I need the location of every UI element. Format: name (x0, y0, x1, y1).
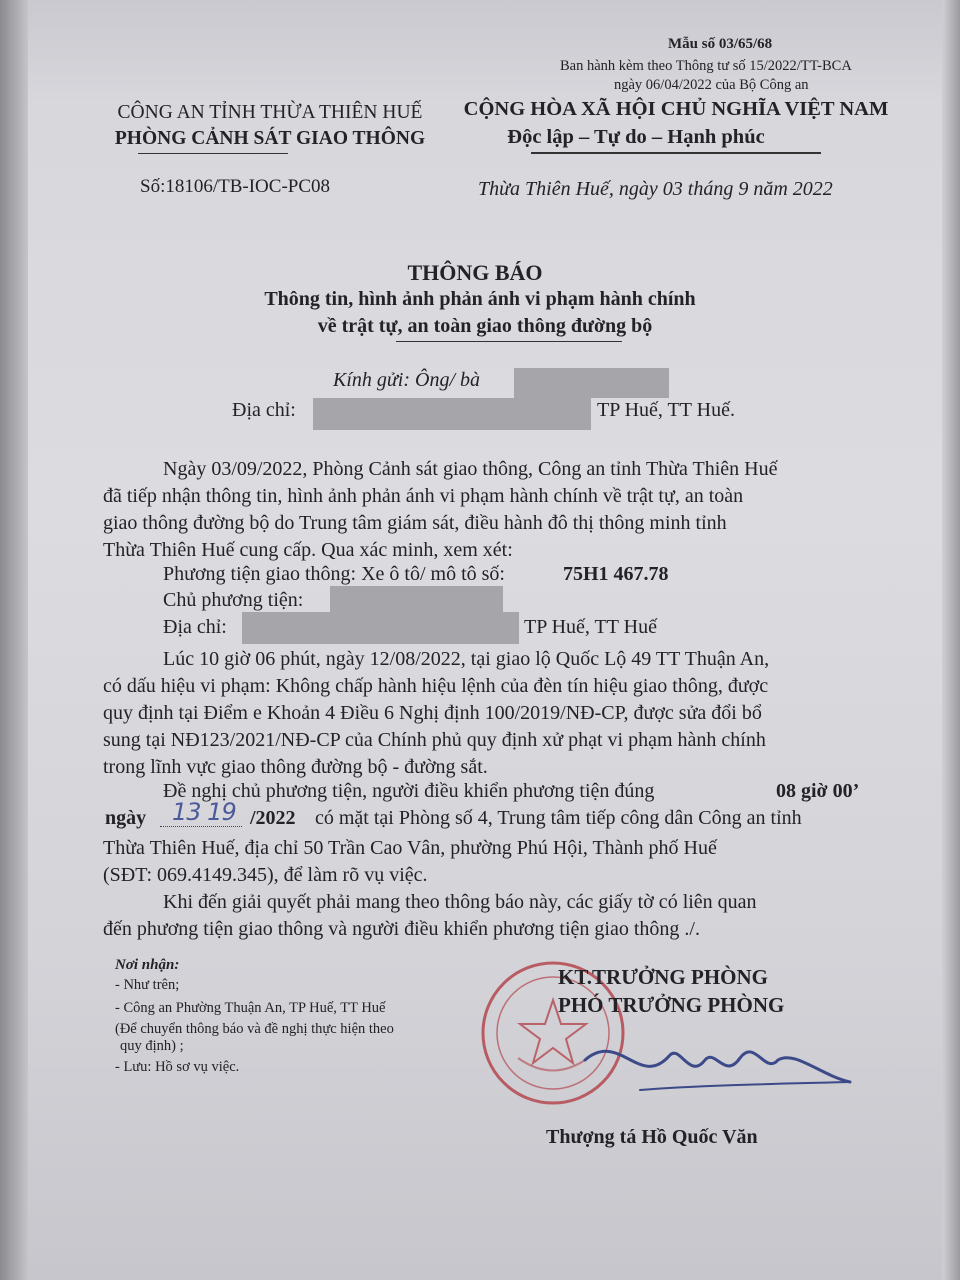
notice-subtitle-1: Thông tin, hình ảnh phản ánh vi phạm hành chính (264, 288, 696, 310)
handwritten-signature-icon (580, 1020, 860, 1100)
appointment-time: 08 giờ 00’ (776, 780, 860, 802)
owner-label: Chủ phương tiện: (163, 589, 304, 611)
redacted-recipient-name (514, 368, 669, 398)
paragraph-3-line-3: Thừa Thiên Huế, địa chỉ 50 Trần Cao Vân, phường Phú Hội, Thành phố Huế (103, 837, 717, 859)
paragraph-2-line-4: sung tại NĐ123/2021/NĐ-CP của Chính phủ quy định xử phạt vi phạm hành chính (103, 729, 766, 751)
paragraph-1-line-4: Thừa Thiên Huế cung cấp. Qua xác minh, xem xét: (103, 539, 513, 561)
form-issued-line2: ngày 06/04/2022 của Bộ Công an (614, 77, 809, 93)
redacted-owner-address (242, 612, 519, 644)
recipient-greeting: Kính gửi: Ông/ bà (333, 369, 481, 391)
notice-subtitle-2: về trật tự, an toàn giao thông đường bộ (317, 315, 653, 337)
motto-underline (531, 152, 821, 154)
recipients-heading: Nơi nhận: (115, 957, 180, 973)
owner-address-city: TP Huế, TT Huế (524, 616, 657, 638)
license-plate: 75H1 467.78 (563, 563, 669, 585)
recipients-item-5: - Lưu: Hồ sơ vụ việc. (115, 1059, 240, 1075)
paragraph-3-line-4: (SĐT: 069.4149.345), để làm rõ vụ việc. (103, 864, 428, 886)
place-and-date: Thừa Thiên Huế, ngày 03 tháng 9 năm 2022 (478, 178, 833, 200)
department-name: PHÒNG CẢNH SÁT GIAO THÔNG (114, 128, 426, 149)
recipients-item-4: quy định) ; (120, 1038, 184, 1054)
paragraph-1-line-2: đã tiếp nhận thông tin, hình ảnh phản ánh vi phạm hành chính về trật tự, an toàn (103, 485, 744, 507)
appointment-place: có mặt tại Phòng số 4, Trung tâm tiếp công dân Công an tỉnh (315, 807, 802, 829)
date-dotted-line (160, 826, 242, 828)
paragraph-2-line-1: Lúc 10 giờ 06 phút, ngày 12/08/2022, tại giao lộ Quốc Lộ 49 TT Thuận An, (163, 648, 770, 670)
handwritten-date: 13 19 (172, 798, 236, 826)
owner-address-label: Địa chỉ: (163, 616, 227, 638)
form-number: Mẫu số 03/65/68 (668, 36, 773, 52)
signature-role-2: PHÓ TRƯỞNG PHÒNG (558, 993, 785, 1017)
notice-title: THÔNG BÁO (407, 260, 543, 285)
paragraph-4-line-2: đến phương tiện giao thông và người điều khiển phương tiện giao thông ./. (103, 918, 700, 940)
appointment-year: /2022 (250, 807, 296, 829)
department-underline (138, 153, 288, 154)
signer-name: Thượng tá Hồ Quốc Văn (546, 1126, 758, 1148)
paragraph-2-line-5: trong lĩnh vực giao thông đường bộ - đường sắt. (103, 756, 488, 778)
paragraph-4-line-1: Khi đến giải quyết phải mang theo thông báo này, các giấy tờ có liên quan (163, 891, 757, 913)
paragraph-1-line-1: Ngày 03/09/2022, Phòng Cảnh sát giao thông, Công an tỉnh Thừa Thiên Huế (163, 458, 778, 480)
vehicle-label: Phương tiện giao thông: Xe ô tô/ mô tô số: (163, 563, 505, 585)
subtitle-underline (396, 341, 622, 342)
redacted-owner-name (330, 586, 503, 614)
signature-role-1: KT.TRƯỞNG PHÒNG (558, 965, 768, 989)
recipient-address-label: Địa chỉ: (232, 399, 296, 421)
agency-name: CÔNG AN TỈNH THỪA THIÊN HUẾ (117, 102, 423, 123)
recipients-item-3: (Để chuyển thông báo và đề nghị thực hiện theo (115, 1021, 394, 1037)
form-issued-line1: Ban hành kèm theo Thông tư số 15/2022/TT-BCA (560, 58, 852, 74)
redacted-recipient-address (313, 398, 591, 430)
paragraph-2-line-3: quy định tại Điểm e Khoản 4 Điều 6 Nghị định 100/2019/NĐ-CP, được sửa đổi bổ (103, 702, 762, 724)
background-right-edge (942, 0, 960, 1280)
background-left-edge (0, 0, 28, 1280)
appointment-day-label: ngày (105, 807, 147, 829)
paragraph-2-line-2: có dấu hiệu vi phạm: Không chấp hành hiệu lệnh của đèn tín hiệu giao thông, được (103, 675, 769, 697)
country-name: CỘNG HÒA XÃ HỘI CHỦ NGHĨA VIỆT NAM (463, 98, 889, 120)
paragraph-1-line-3: giao thông đường bộ do Trung tâm giám sát, điều hành đô thị thông minh tỉnh (103, 512, 727, 534)
recipient-address-city: TP Huế, TT Huế. (597, 399, 735, 421)
national-motto: Độc lập – Tự do – Hạnh phúc (507, 126, 765, 148)
paragraph-3-line-1: Đề nghị chủ phương tiện, người điều khiển phương tiện đúng (163, 780, 655, 802)
document-number: Số:18106/TB-IOC-PC08 (140, 176, 331, 197)
recipients-item-1: - Như trên; (115, 977, 180, 993)
recipients-item-2: - Công an Phường Thuận An, TP Huế, TT Huế (115, 1000, 386, 1016)
